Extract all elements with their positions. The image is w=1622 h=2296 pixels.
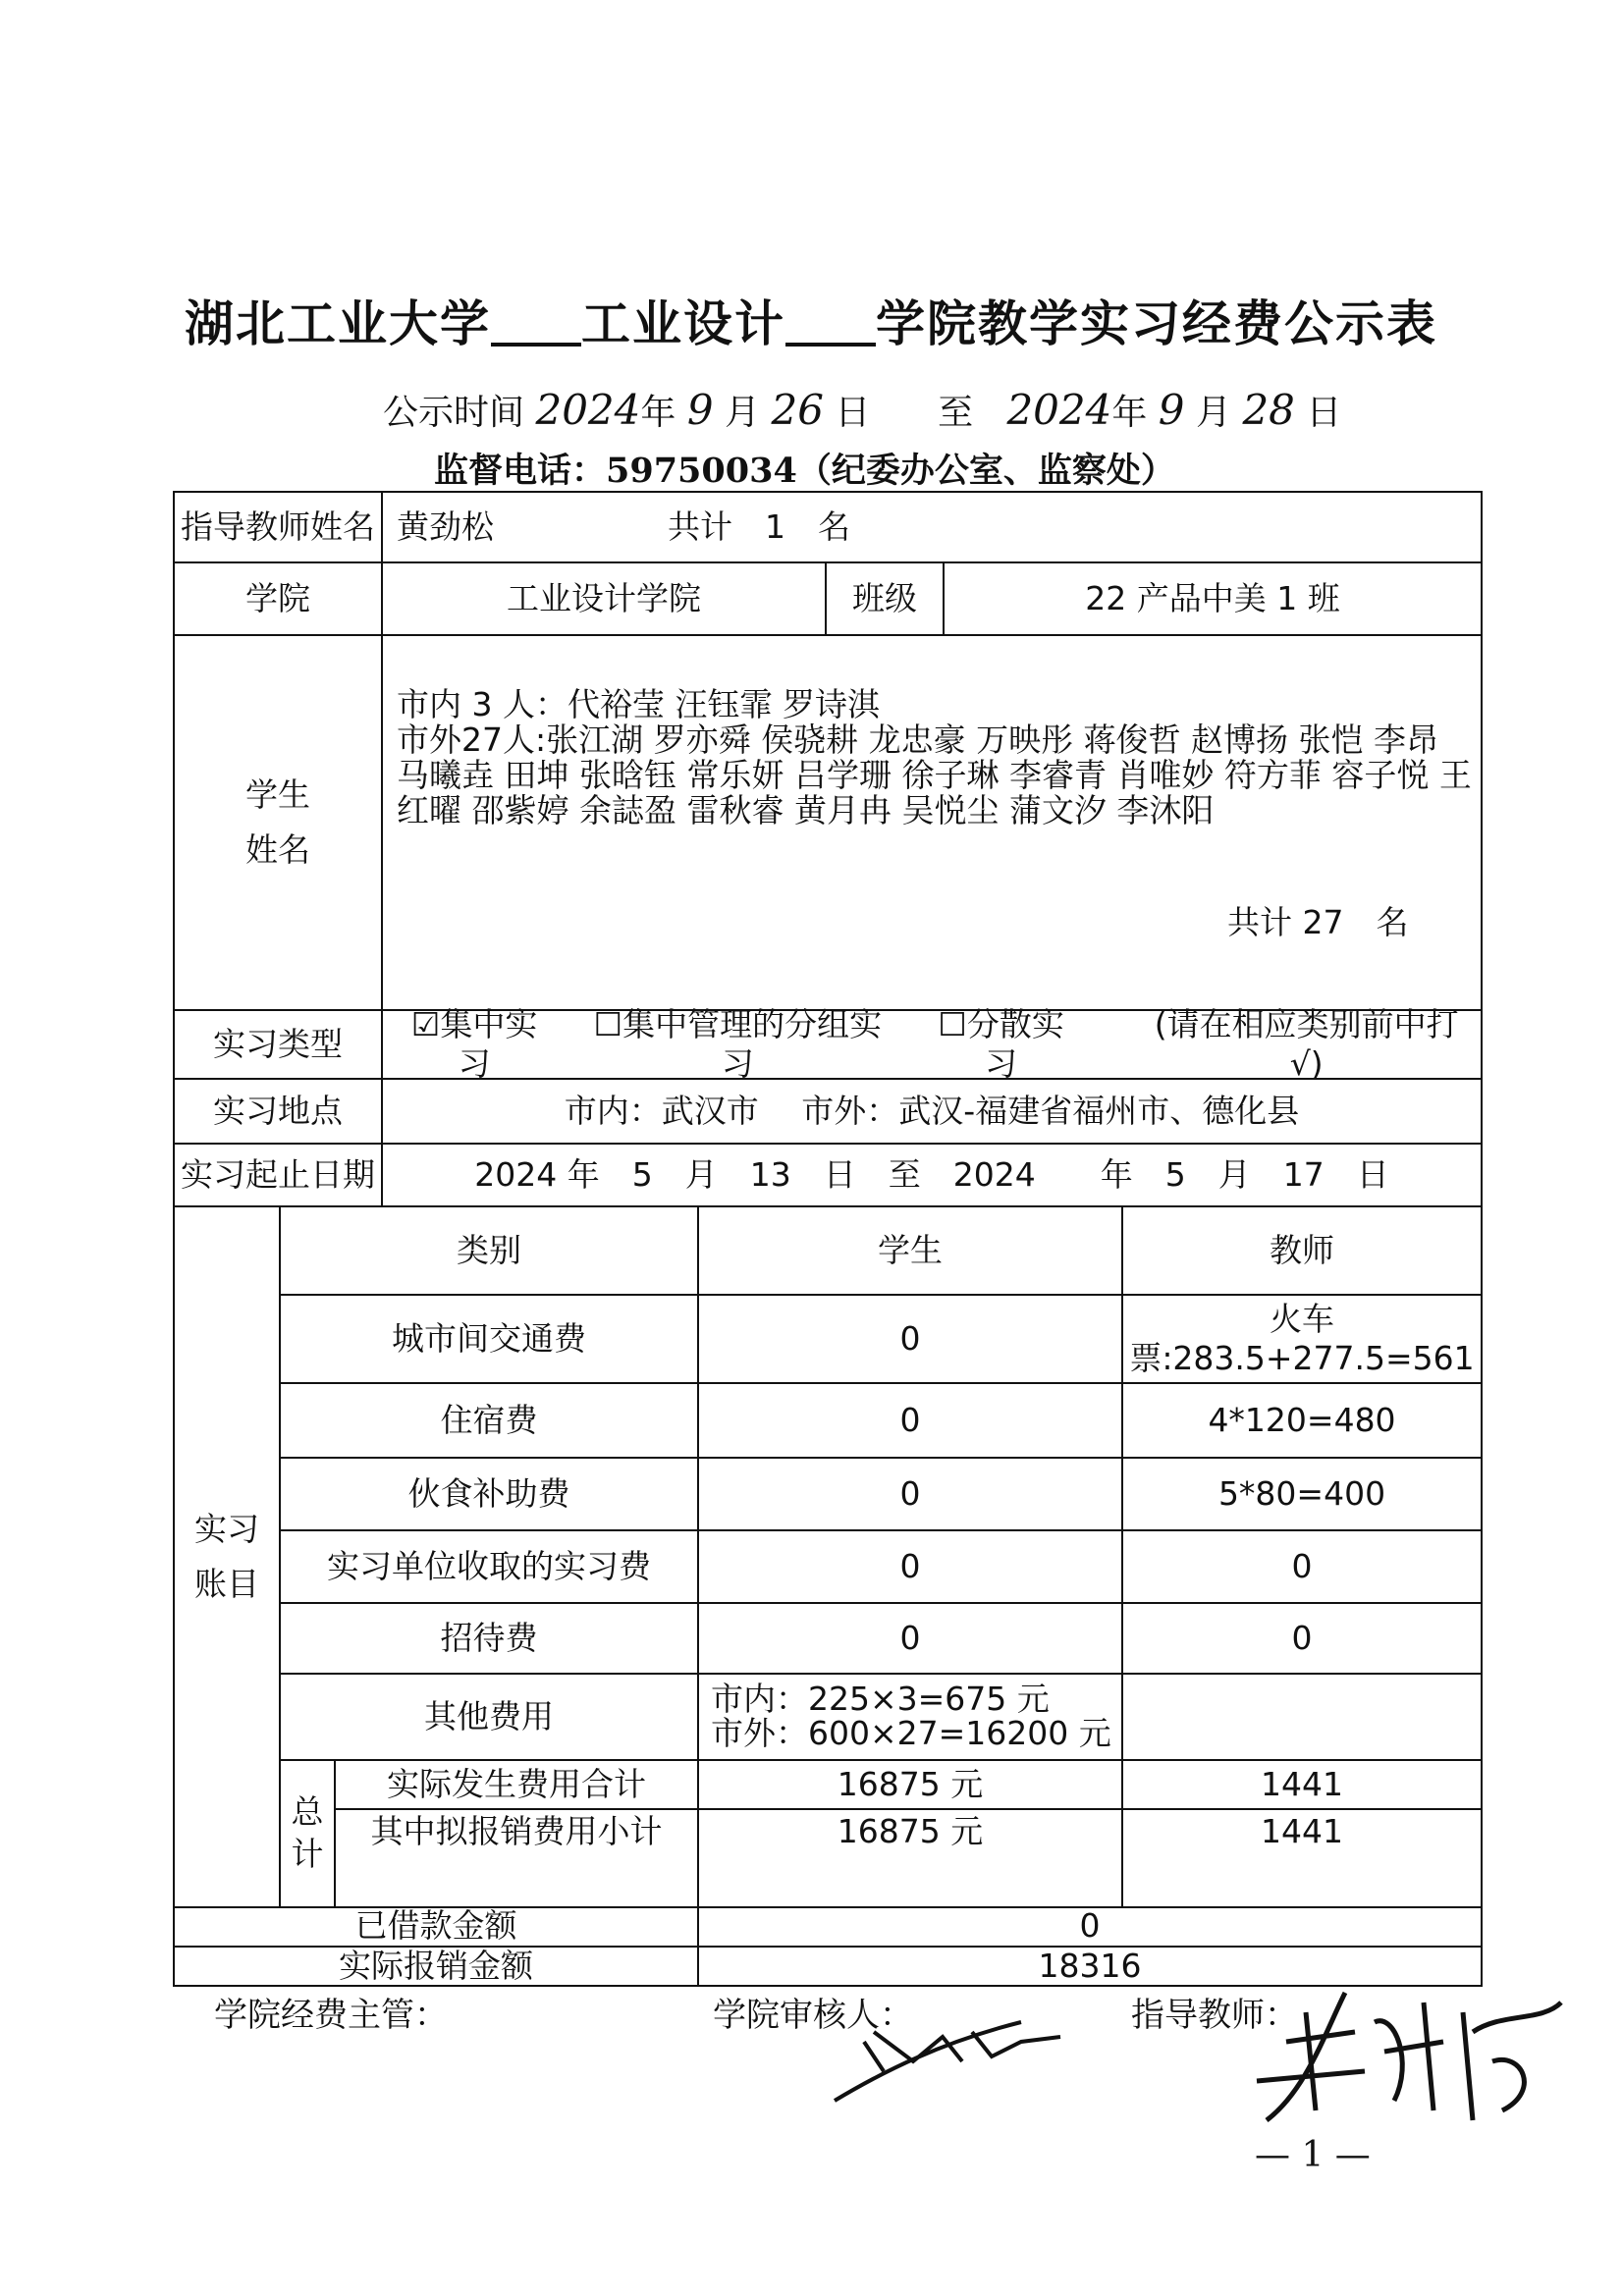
row-transport-teacher: 火车票:283.5+277.5=561 [1129,1300,1475,1377]
row-unit-fee-student: 0 [899,1547,921,1586]
teacher-signature [1247,1973,1571,2140]
teacher-count: 共计 1 名 [668,507,850,547]
header-student: 学生 [878,1231,943,1270]
college-label: 学院 [245,579,310,618]
class-label: 班级 [852,579,917,618]
borrowed-label: 已借款金额 [354,1906,517,1946]
document-title: 湖北工业大学 工业设计 学院教学实习经费公示表 [185,294,1437,352]
row-transport-category: 城市间交通费 [392,1319,586,1359]
row-hospitality-category: 招待费 [440,1619,538,1658]
option-group: ☐集中管理的分组实习 [593,1005,883,1083]
row-meals-category: 伙食补助费 [407,1474,570,1514]
reviewer-signature [825,2002,1080,2110]
actual-total-label: 实际发生费用合计 [387,1765,646,1804]
actual-total-teacher: 1441 [1261,1765,1343,1804]
dates-label: 实习起止日期 [181,1155,375,1195]
supervision-phone: 监督电话：59750034（纪委办公室、监察处） [434,451,1175,491]
row-lodging-category: 住宿费 [440,1401,538,1440]
location-value: 市内：武汉市 市外：武汉-福建省福州市、德化县 [564,1092,1300,1131]
class-value: 22 产品中美 1 班 [1085,579,1340,618]
accounts-label: 实习 账目 [194,1509,259,1603]
row-other-student: 市内：225×3=675 元 市外：600×27=16200 元 [711,1680,1111,1752]
row-hospitality-student: 0 [899,1619,921,1658]
row-lodging-teacher: 4*120=480 [1208,1401,1396,1440]
reimburse-subtotal-label: 其中拟报销费用小计 [370,1812,663,1850]
students-in-city: 市内 3 人：代裕莹 汪钰霏 罗诗淇 [397,685,880,723]
practice-type-note: (请在相应类别前中打 √) [1154,1005,1459,1083]
row-unit-fee-category: 实习单位收取的实习费 [327,1547,651,1586]
students-label: 学生 姓名 [245,774,310,869]
row-other-category: 其他费用 [424,1697,554,1736]
row-hospitality-teacher: 0 [1291,1619,1313,1658]
dates-value: 2024 年 5 月 13 日 至 2024 年 5 月 17 日 [474,1155,1389,1195]
header-category: 类别 [457,1231,521,1270]
row-other-teacher [1123,1675,1481,1759]
teacher-name-label: 指导教师姓名 [181,507,375,547]
reimburse-subtotal-student: 16875 元 [837,1812,984,1850]
row-unit-fee-teacher: 0 [1291,1547,1313,1586]
students-list [397,687,1477,828]
row-transport-student: 0 [899,1319,921,1359]
borrowed-value: 0 [1079,1906,1101,1946]
publish-time: 公示时间 2024年 9 月 26 日 至 2024年 9 月 28 日 [383,386,1342,434]
students-out-city: 市外27人:张江湖 罗亦舜 侯骁耕 龙忠豪 万映彤 蒋俊哲 赵博扬 张恺 李昂 马曦垚 田坤 张晗钰 常乐妍 吕学珊 徐子琳 李睿青 肖唯妙 符方菲 容子悦 王红曜 邵紫婷 余誌盈 雷秋睿 黄月冉 吴悦尘 蒲文汐 李沐阳 [397,721,1472,829]
finance-supervisor-label: 学院经费主管： [214,1996,448,2035]
practice-type-options [397,1005,1477,1083]
row-meals-student: 0 [899,1474,921,1514]
option-scattered: ☐分散实习 [938,1005,1064,1083]
header-teacher: 教师 [1270,1231,1334,1270]
actual-reimburse-label: 实际报销金额 [339,1947,533,1986]
page-number: — 1 — [1255,2135,1371,2175]
students-count: 共计 27 名 [1227,903,1409,942]
option-centralized: ☑集中实习 [410,1005,538,1083]
actual-total-student: 16875 元 [837,1765,984,1804]
totals-label: 总 计 [291,1792,324,1873]
row-lodging-student: 0 [899,1401,921,1440]
location-label: 实习地点 [213,1092,343,1131]
actual-reimburse-value: 18316 [1038,1947,1142,1986]
teacher-name: 黄劲松 [397,507,494,547]
reimburse-subtotal-teacher: 1441 [1261,1812,1343,1850]
college-name-title: 工业设计 [581,294,785,352]
reviewer-label: 学院审核人： [713,1996,913,2035]
college-value: 工业设计学院 [507,579,701,618]
teacher-sign-label: 指导教师： [1131,1996,1298,2035]
row-meals-teacher: 5*80=400 [1217,1474,1386,1514]
practice-type-label: 实习类型 [213,1025,343,1064]
